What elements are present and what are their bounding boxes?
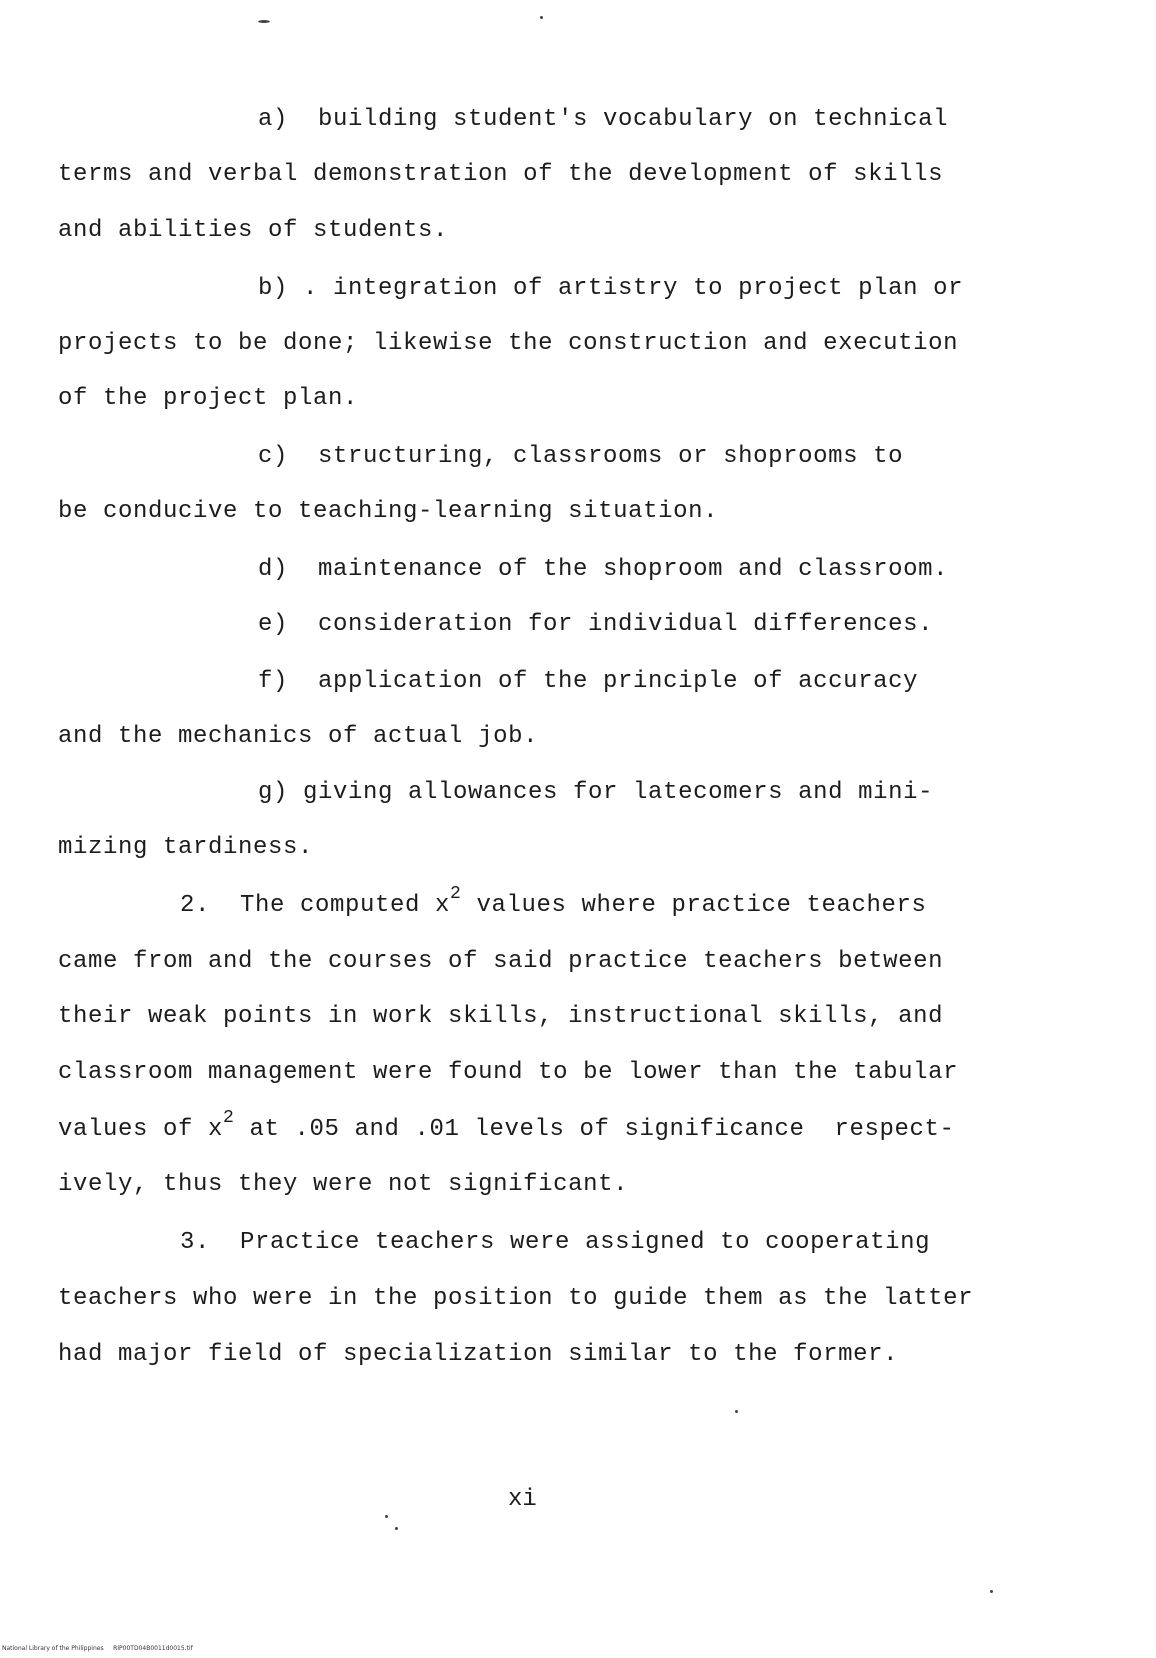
text-line-12: and the mechanics of actual job. xyxy=(58,723,539,750)
text-line-5: projects to be done; likewise the construction and execution xyxy=(58,330,959,357)
scan-speck xyxy=(385,1515,388,1518)
text-line-19 xyxy=(58,1108,955,1145)
scan-speck xyxy=(540,16,543,19)
text-line-3: and abilities of students. xyxy=(58,217,449,244)
text-line-2: terms and verbal demonstration of the development of skills xyxy=(58,161,944,188)
text-line-10: e) consideration for individual differences. xyxy=(258,611,934,638)
scan-speck xyxy=(395,1527,398,1530)
text-line-23: had major field of specialization similar to the former. xyxy=(58,1341,899,1368)
text-line-19-start: values of x xyxy=(58,1116,224,1143)
text-line-18: classroom management were found to be lower than the tabular xyxy=(58,1059,959,1086)
page-number: xi xyxy=(508,1486,537,1513)
text-line-9: d) maintenance of the shoproom and classroom. xyxy=(258,556,949,583)
text-line-6: of the project plan. xyxy=(58,385,359,412)
scan-speck xyxy=(735,1410,738,1413)
text-line-17: their weak points in work skills, instructional skills, and xyxy=(58,1003,944,1030)
text-line-13: g) giving allowances for latecomers and mini- xyxy=(258,779,934,806)
text-line-21: 3. Practice teachers were assigned to cooperating xyxy=(180,1229,931,1256)
text-line-8: be conducive to teaching-learning situation. xyxy=(58,498,719,525)
text-line-20: ively, thus they were not significant. xyxy=(58,1171,629,1198)
scan-speck xyxy=(258,20,270,23)
scan-footer: National Library of the Philippines RIP00TD04B0011d0015.tif xyxy=(2,1645,193,1652)
text-line-1: a) building student's vocabulary on technical xyxy=(258,106,949,133)
scan-speck xyxy=(990,1590,993,1593)
text-line-7: c) structuring, classrooms or shoprooms to xyxy=(258,443,904,470)
text-line-4: b) . integration of artistry to project plan or xyxy=(258,275,964,302)
text-line-15-rest: values where practice teachers xyxy=(461,892,927,919)
text-line-14: mizing tardiness. xyxy=(58,834,314,861)
text-line-19-rest: at .05 and .01 levels of significance respect- xyxy=(234,1116,955,1143)
superscript-2b: 2 xyxy=(223,1108,235,1128)
text-line-11: f) application of the principle of accuracy xyxy=(258,668,919,695)
text-line-16: came from and the courses of said practice teachers between xyxy=(58,948,944,975)
superscript-2: 2 xyxy=(450,884,462,904)
text-line-15-start: 2. The computed x xyxy=(180,892,451,919)
text-line-15 xyxy=(180,884,927,921)
text-line-22: teachers who were in the position to guide them as the latter xyxy=(58,1285,974,1312)
